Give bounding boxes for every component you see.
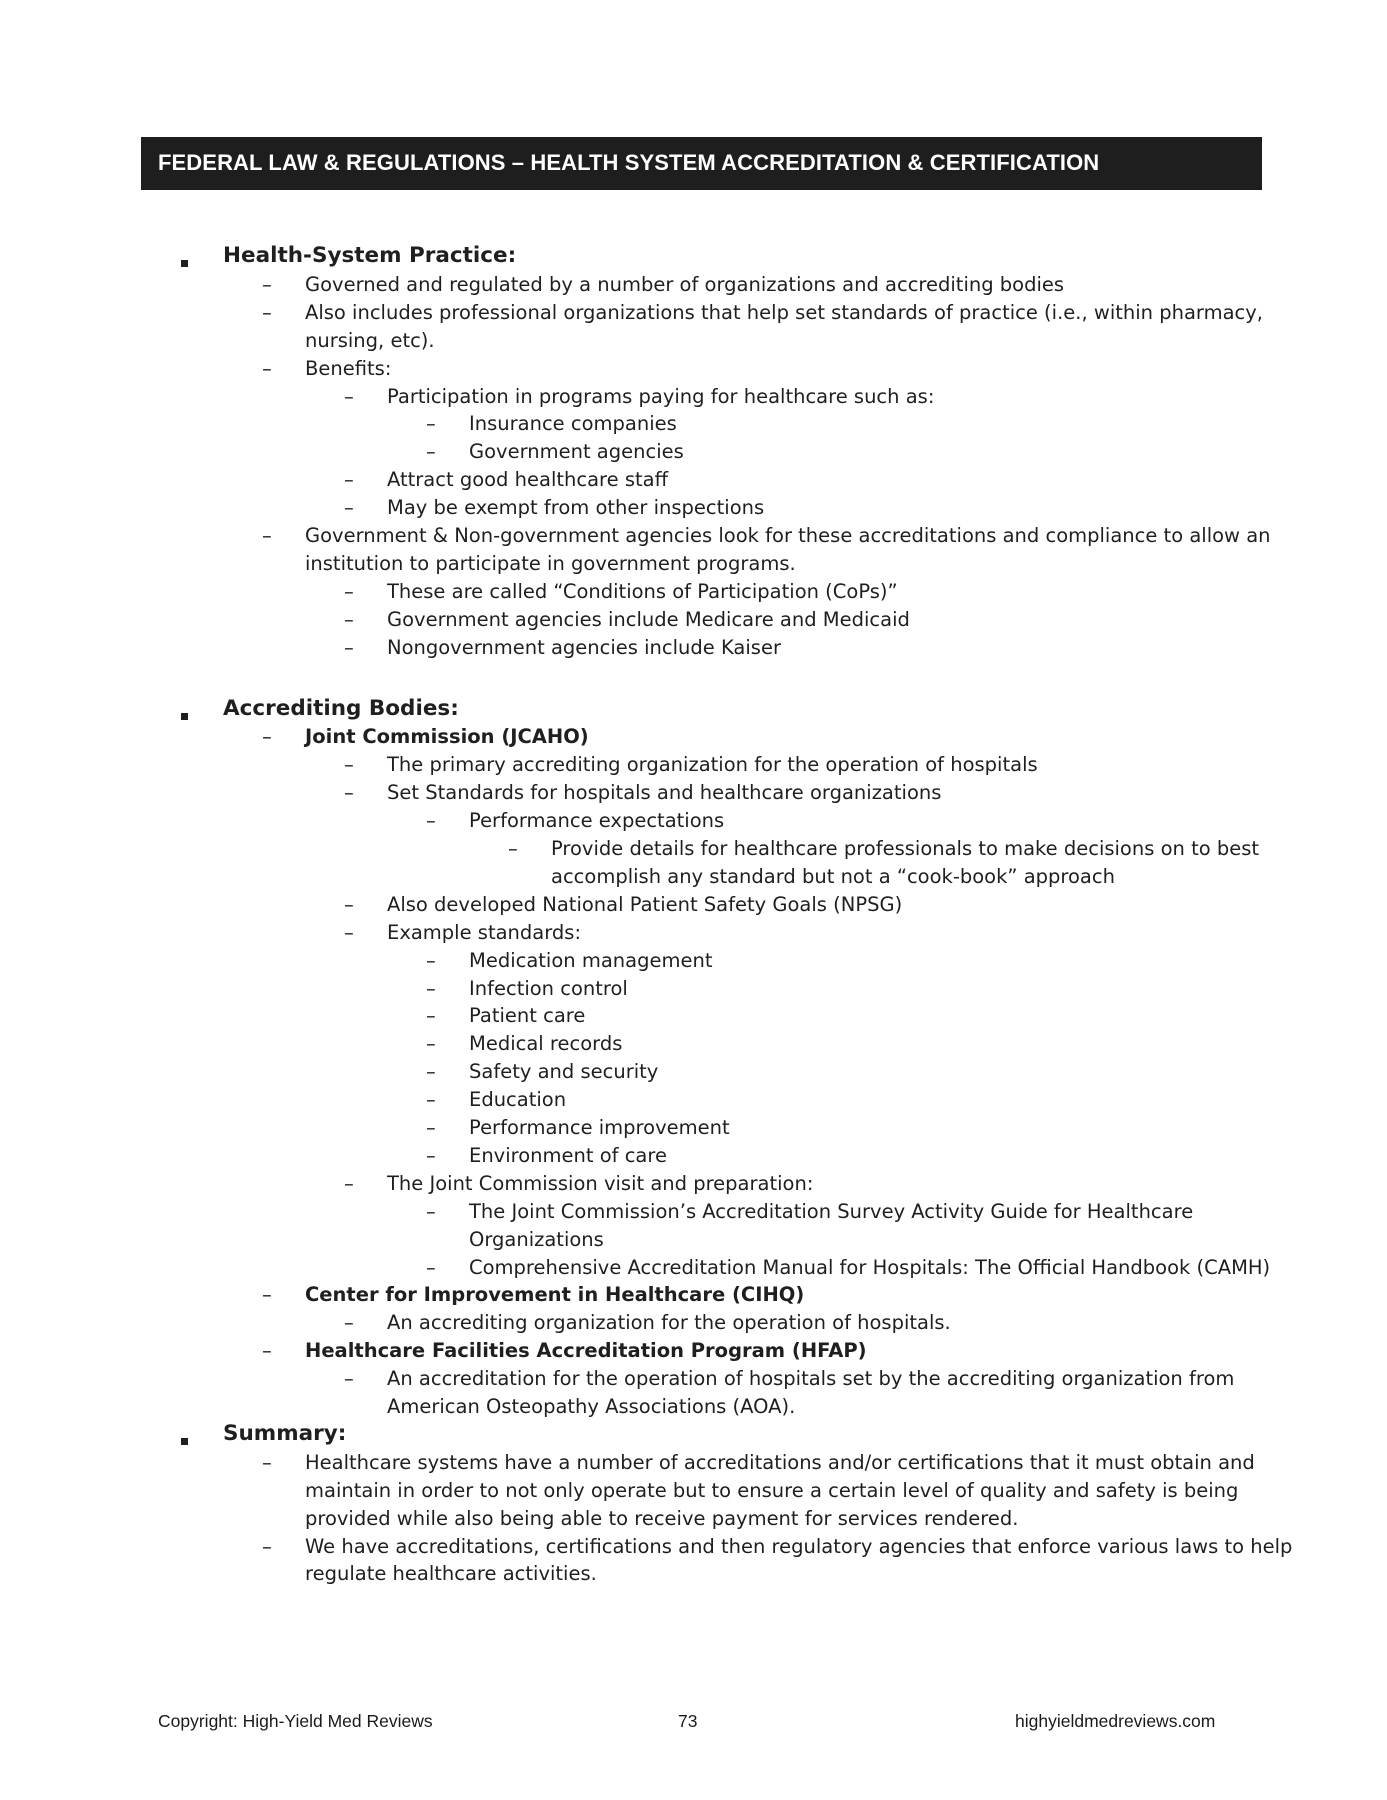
- list-item: [387, 606, 910, 634]
- list-item: [551, 863, 1115, 891]
- list-item-text: We have accreditations, certifications and then regulatory agencies that enforce various laws to help: [305, 1534, 1293, 1558]
- list-item-text: nursing, etc).: [305, 328, 435, 352]
- footer-copyright: Copyright: High-Yield Med Reviews: [158, 1711, 433, 1731]
- list-item-text: Government agencies include Medicare and Medicaid: [387, 607, 910, 631]
- square-bullet-icon: [181, 1438, 188, 1445]
- list-item: [387, 466, 668, 494]
- list-item-text: An accrediting organization for the operation of hospitals.: [387, 1311, 951, 1335]
- list-item-text: institution to participate in government programs.: [305, 551, 796, 575]
- list-item-text: Environment of care: [469, 1143, 667, 1167]
- dash-bullet-icon: –: [426, 809, 436, 833]
- list-item: [469, 1058, 658, 1086]
- list-item: [387, 1309, 951, 1337]
- dash-bullet-icon: –: [508, 837, 518, 860]
- list-item-text: Accrediting Bodies:: [223, 695, 459, 721]
- list-item-text: Governed and regulated by a number of organizations and accrediting bodies: [305, 272, 1065, 296]
- square-bullet-icon: [181, 260, 188, 267]
- list-item: [469, 1142, 667, 1170]
- list-item: [305, 723, 589, 751]
- section-heading: [223, 242, 516, 270]
- list-item-text: Medical records: [469, 1032, 623, 1056]
- list-item: [387, 1365, 1234, 1393]
- list-item-text: Center for Improvement in Healthcare (CIHQ): [305, 1283, 805, 1307]
- dash-bullet-icon: –: [426, 1032, 436, 1056]
- list-item-text: Healthcare systems have a number of accreditations and/or certifications that it must obtain and: [305, 1450, 1255, 1474]
- list-item-text: Nongovernment agencies include Kaiser: [387, 635, 781, 659]
- list-item-text: The primary accrediting organization for the operation of hospitals: [387, 753, 1038, 777]
- list-item: [387, 1393, 795, 1421]
- section-header-bar: [141, 137, 1262, 190]
- list-item-text: Government & Non-government agencies look for these accreditations and compliance to allow an: [305, 524, 1271, 547]
- list-item-text: regulate healthcare activities.: [305, 1562, 597, 1586]
- dash-bullet-icon: –: [262, 356, 272, 380]
- list-item: [305, 1337, 867, 1365]
- list-item-text: Provide details for healthcare professionals to make decisions on to best: [551, 837, 1260, 860]
- list-item: [387, 634, 781, 662]
- list-item: [469, 947, 712, 975]
- list-item: [469, 1030, 622, 1058]
- list-item-text: Example standards:: [387, 920, 582, 944]
- list-item-text: Comprehensive Accreditation Manual for Hospitals: The Official Handbook (CAMH): [469, 1255, 1271, 1279]
- dash-bullet-icon: –: [426, 1255, 436, 1279]
- section-heading: [223, 695, 459, 723]
- dash-bullet-icon: –: [262, 524, 272, 547]
- list-item: [305, 1281, 804, 1309]
- list-item-text: Set Standards for hospitals and healthcare organizations: [387, 781, 942, 805]
- list-item-text: Performance expectations: [469, 809, 725, 833]
- dash-bullet-icon: –: [262, 1534, 272, 1558]
- list-item: [305, 1533, 1292, 1561]
- list-item-text: Performance improvement: [469, 1116, 730, 1139]
- list-item: [305, 271, 1064, 299]
- dash-bullet-icon: –: [262, 725, 272, 749]
- dash-bullet-icon: –: [262, 300, 272, 324]
- dash-bullet-icon: –: [344, 579, 354, 603]
- list-item-text: American Osteopathy Associations (AOA).: [387, 1395, 796, 1418]
- list-item-text: Government agencies: [469, 440, 684, 464]
- list-item: [469, 410, 677, 438]
- list-item: [469, 1114, 730, 1142]
- dash-bullet-icon: –: [262, 1339, 272, 1363]
- list-item: [387, 779, 941, 807]
- list-item: [469, 438, 684, 466]
- list-item: [469, 1002, 585, 1030]
- dash-bullet-icon: –: [426, 1060, 436, 1084]
- list-item: [387, 751, 1038, 779]
- dash-bullet-icon: –: [344, 607, 354, 631]
- square-bullet-icon: [181, 1432, 188, 1450]
- footer-page-number: 73: [678, 1711, 698, 1731]
- list-item-text: maintain in order to not only operate but to ensure a certain level of quality and safety is being: [305, 1478, 1239, 1502]
- dash-bullet-icon: –: [344, 1171, 354, 1195]
- list-item-text: accomplish any standard but not a “cook-book” approach: [551, 864, 1115, 888]
- list-item: [469, 1226, 604, 1254]
- dash-bullet-icon: –: [344, 753, 354, 777]
- dash-bullet-icon: –: [426, 1143, 436, 1167]
- list-item: [469, 1086, 566, 1114]
- list-item-text: Benefits:: [305, 356, 392, 380]
- list-item: [387, 578, 898, 606]
- list-item: [469, 1198, 1193, 1226]
- list-item: [305, 1449, 1255, 1477]
- list-item-text: Summary:: [223, 1420, 347, 1446]
- list-item-text: Education: [469, 1088, 567, 1112]
- list-item-text: Also includes professional organizations that help set standards of practice (i.e., within pharmacy,: [305, 300, 1263, 324]
- list-item: [305, 1505, 1018, 1533]
- list-item: [387, 494, 764, 522]
- list-item: [305, 299, 1263, 327]
- dash-bullet-icon: –: [426, 948, 436, 972]
- dash-bullet-icon: –: [344, 920, 354, 944]
- list-item-text: provided while also being able to receive payment for services rendered.: [305, 1506, 1019, 1530]
- section-heading: [223, 1420, 346, 1448]
- square-bullet-icon: [181, 707, 188, 725]
- dash-bullet-icon: –: [262, 1283, 272, 1307]
- list-item: [305, 355, 391, 383]
- square-bullet-icon: [181, 254, 188, 272]
- list-item: [387, 383, 934, 411]
- dash-bullet-icon: –: [426, 412, 436, 436]
- dash-bullet-icon: –: [344, 781, 354, 805]
- list-item-text: The Joint Commission visit and preparation:: [387, 1171, 814, 1195]
- dash-bullet-icon: –: [344, 384, 354, 408]
- dash-bullet-icon: –: [426, 976, 436, 1000]
- dash-bullet-icon: –: [426, 440, 436, 464]
- list-item-text: Attract good healthcare staff: [387, 468, 669, 492]
- list-item: [551, 835, 1259, 863]
- list-item-text: Infection control: [469, 976, 628, 1000]
- list-item-text: Insurance companies: [469, 412, 677, 436]
- footer-website: highyieldmedreviews.com: [1015, 1711, 1216, 1731]
- dash-bullet-icon: –: [344, 496, 354, 520]
- dash-bullet-icon: –: [262, 1450, 272, 1474]
- list-item: [387, 891, 902, 919]
- list-item-text: These are called “Conditions of Participation (CoPs)”: [387, 579, 898, 603]
- dash-bullet-icon: –: [426, 1116, 436, 1139]
- list-item-text: Participation in programs paying for healthcare such as:: [387, 384, 935, 408]
- list-item: [305, 1560, 597, 1588]
- list-item: [305, 327, 435, 355]
- list-item: [305, 1477, 1238, 1505]
- square-bullet-icon: [181, 713, 188, 720]
- list-item-text: Also developed National Patient Safety Goals (NPSG): [387, 892, 903, 916]
- list-item-text: Medication management: [469, 948, 713, 972]
- dash-bullet-icon: –: [344, 468, 354, 492]
- dash-bullet-icon: –: [344, 1311, 354, 1335]
- dash-bullet-icon: –: [426, 1088, 436, 1112]
- dash-bullet-icon: –: [262, 272, 272, 296]
- list-item-text: Joint Commission (JCAHO): [305, 725, 589, 749]
- list-item-text: Organizations: [469, 1227, 604, 1251]
- list-item: [305, 522, 1271, 550]
- list-item-text: May be exempt from other inspections: [387, 496, 765, 520]
- list-item-text: An accreditation for the operation of hospitals set by the accrediting organization from: [387, 1367, 1235, 1391]
- list-item: [469, 1254, 1270, 1282]
- list-item-text: The Joint Commission’s Accreditation Survey Activity Guide for Healthcare: [469, 1199, 1194, 1223]
- list-item-text: Healthcare Facilities Accreditation Program (HFAP): [305, 1339, 867, 1363]
- list-item-text: Safety and security: [469, 1060, 659, 1084]
- list-item: [469, 807, 724, 835]
- dash-bullet-icon: –: [344, 892, 354, 916]
- list-item-text: Health-System Practice:: [223, 243, 517, 268]
- dash-bullet-icon: –: [426, 1004, 436, 1028]
- list-item-text: Patient care: [469, 1004, 586, 1028]
- dash-bullet-icon: –: [426, 1199, 436, 1223]
- list-item: [387, 1170, 813, 1198]
- dash-bullet-icon: –: [344, 1367, 354, 1391]
- dash-bullet-icon: –: [344, 635, 354, 659]
- list-item: [305, 550, 796, 578]
- section-title: FEDERAL LAW & REGULATIONS – HEALTH SYSTEM ACCREDITATION & CERTIFICATION: [158, 150, 1100, 175]
- list-item: [469, 975, 628, 1003]
- list-item: [387, 919, 581, 947]
